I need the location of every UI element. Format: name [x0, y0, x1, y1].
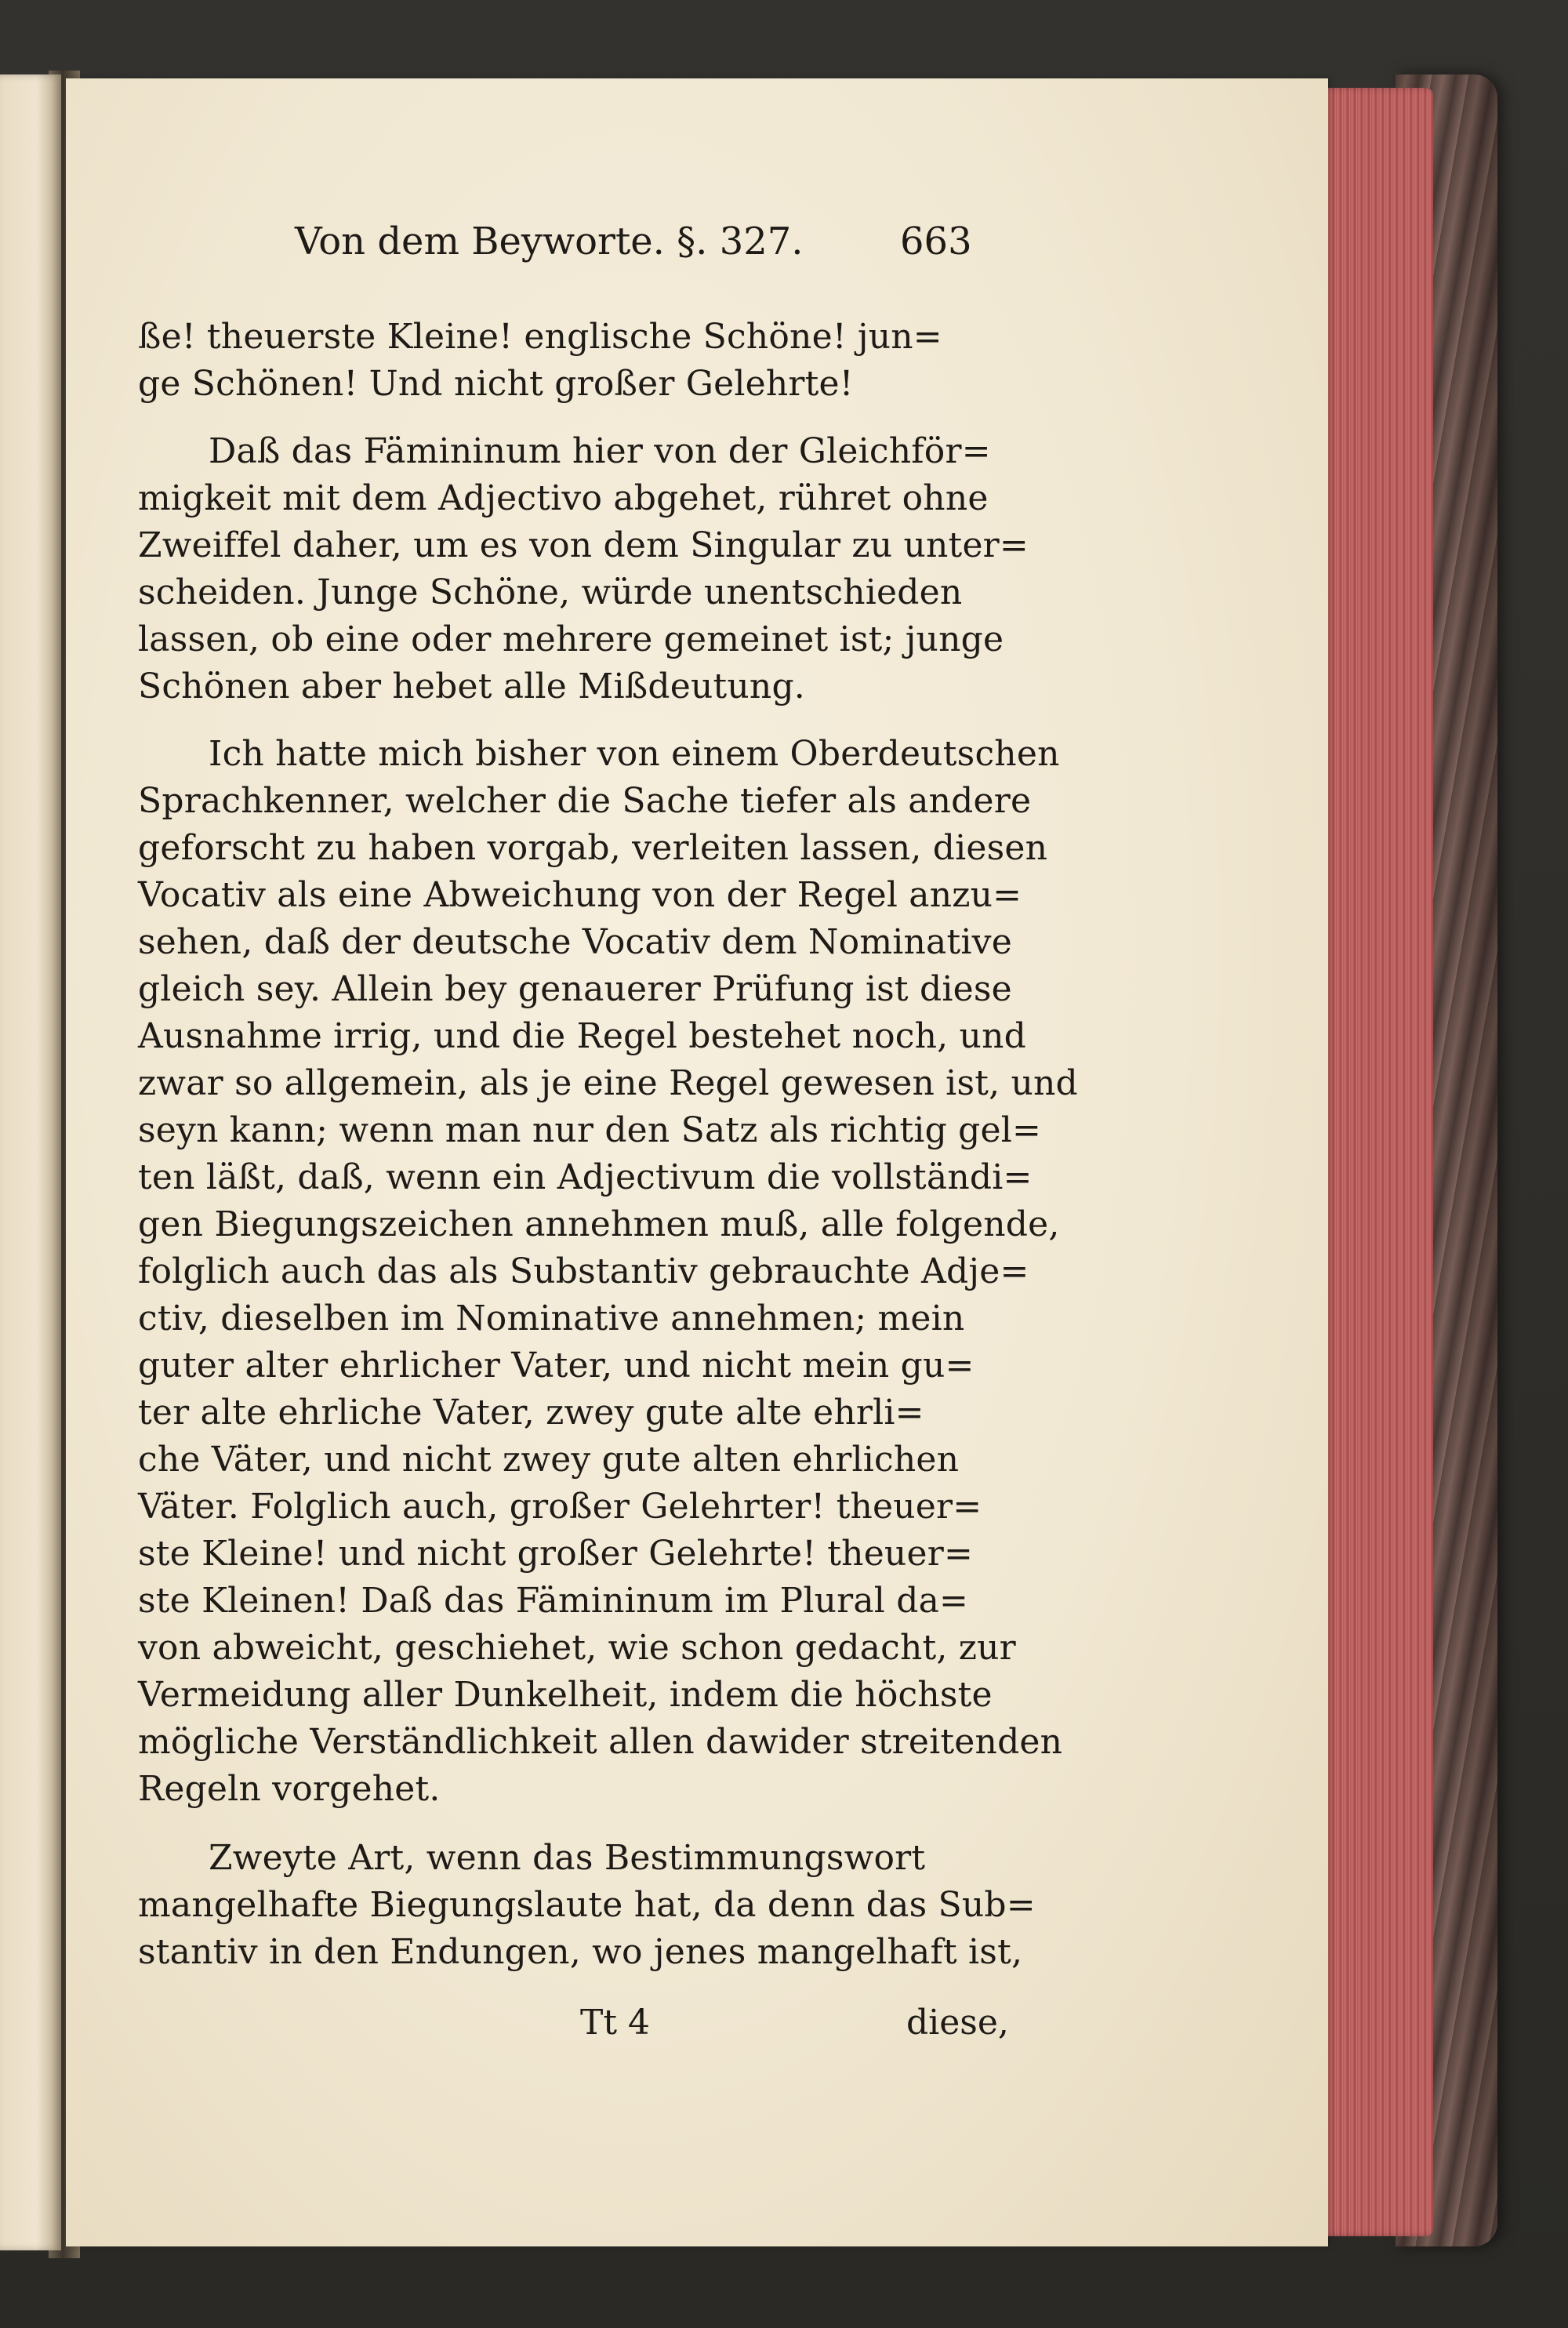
text-line: ste Kleine! und nicht großer Gelehrte! theuer= — [138, 1534, 974, 1574]
text-line: Vermeidung aller Dunkelheit, indem die höchste — [138, 1675, 993, 1715]
text-line: Schönen aber hebet alle Mißdeutung. — [138, 666, 805, 706]
text-line: mögliche Verständlichkeit allen dawider streitenden — [138, 1722, 1063, 1762]
page-number: 663 — [900, 220, 972, 263]
book-page — [66, 78, 1328, 2246]
catchword: diese, — [906, 2003, 1009, 2043]
facing-page-edge — [0, 74, 61, 2250]
text-line: Ausnahme irrig, und die Regel bestehet noch, und — [138, 1016, 1026, 1056]
text-line: folglich auch das als Substantiv gebrauchte Adje= — [138, 1251, 1029, 1291]
signature-mark: Tt 4 — [580, 2003, 651, 2043]
text-line: migkeit mit dem Adjectivo abgehet, rühret ohne — [138, 478, 989, 518]
running-title: Von dem Beyworte. §. 327. — [295, 220, 804, 263]
text-line: Väter. Folglich auch, großer Gelehrter! theuer= — [138, 1487, 982, 1527]
text-line: ten läßt, daß, wenn ein Adjectivum die vollständi= — [138, 1157, 1033, 1197]
text-line: ge Schönen! Und nicht großer Gelehrte! — [138, 364, 854, 404]
text-line: scheiden. Junge Schöne, würde unentschieden — [138, 572, 963, 612]
text-line: lassen, ob eine oder mehrere gemeinet ist; junge — [138, 619, 1004, 659]
text-line: zwar so allgemein, als je eine Regel gewesen ist, und — [138, 1063, 1078, 1103]
text-line: stantiv in den Endungen, wo jenes mangelhaft ist, — [138, 1932, 1023, 1972]
text-line: Regeln vorgehet. — [138, 1769, 441, 1809]
paragraph-start-line: Ich hatte mich bisher von einem Oberdeutschen — [209, 734, 1060, 774]
text-line: Zweiffel daher, um es von dem Singular zu unter= — [138, 525, 1029, 565]
text-line: geforscht zu haben vorgab, verleiten lassen, diesen — [138, 828, 1048, 868]
text-line: ter alte ehrliche Vater, zwey gute alte ehrli= — [138, 1393, 924, 1433]
text-line: che Väter, und nicht zwey gute alten ehrlichen — [138, 1440, 960, 1480]
text-line: gen Biegungszeichen annehmen muß, alle folgende, — [138, 1204, 1060, 1244]
text-line: guter alter ehrlicher Vater, und nicht mein gu= — [138, 1346, 975, 1386]
text-line: seyn kann; wenn man nur den Satz als richtig gel= — [138, 1110, 1042, 1150]
text-line: sehen, daß der deutsche Vocativ dem Nominative — [138, 922, 1012, 962]
paragraph-start-line: Daß das Fämininum hier von der Gleichför= — [209, 431, 991, 471]
text-line: gleich sey. Allein bey genauerer Prüfung ist diese — [138, 969, 1012, 1009]
text-line: mangelhafte Biegungslaute hat, da denn das Sub= — [138, 1885, 1036, 1925]
text-line: Sprachkenner, welcher die Sache tiefer als andere — [138, 781, 1032, 821]
text-line: ße! theuerste Kleine! englische Schöne! jun= — [138, 317, 942, 357]
text-line: ste Kleinen! Daß das Fämininum im Plural da= — [138, 1581, 969, 1621]
text-line: Vocativ als eine Abweichung von der Regel anzu= — [138, 875, 1022, 915]
text-line: von abweicht, geschiehet, wie schon gedacht, zur — [138, 1628, 1016, 1668]
paragraph-start-line: Zweyte Art, wenn das Bestimmungswort — [209, 1838, 926, 1878]
text-line: ctiv, dieselben im Nominative annehmen; mein — [138, 1298, 965, 1338]
